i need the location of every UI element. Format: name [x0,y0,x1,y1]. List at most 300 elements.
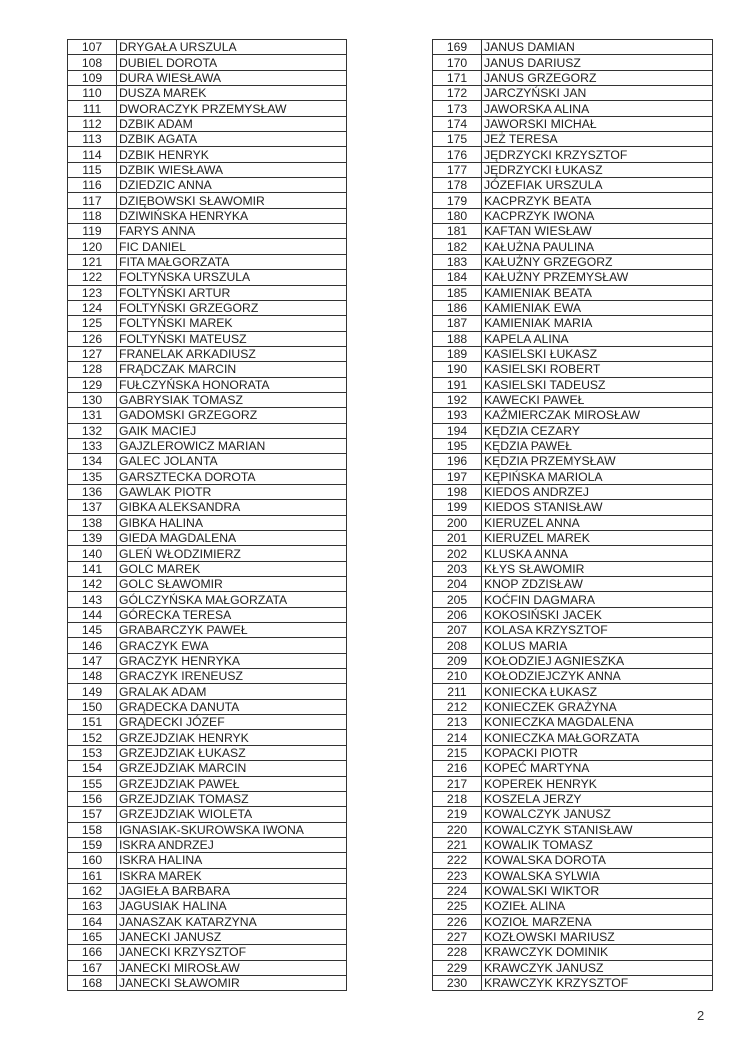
table-row [433,791,713,806]
table-row [433,316,713,331]
person-name: KOZIOŁ MARZENA [482,914,713,929]
row-number: 131 [68,408,117,423]
person-name: KRAWCZYK DOMINIK [482,945,713,960]
row-number: 138 [68,515,117,530]
row-number: 151 [68,715,117,730]
row-number: 188 [433,331,482,346]
table-row [68,254,347,269]
row-number: 204 [433,577,482,592]
person-name: GABRYSIAK TOMASZ [117,392,347,407]
table-row [433,116,713,131]
table-row [433,684,713,699]
table-row [433,776,713,791]
table-row [68,653,347,668]
row-number: 148 [68,669,117,684]
table-row [433,484,713,499]
row-number: 208 [433,638,482,653]
person-name: JANUS DARIUSZ [482,55,713,70]
table-row [433,270,713,285]
table-row [68,761,347,776]
table-row [68,577,347,592]
person-name: KLUSKA ANNA [482,546,713,561]
table-row [433,162,713,177]
row-number: 202 [433,546,482,561]
table-row [68,178,347,193]
row-number: 137 [68,500,117,515]
row-number: 135 [68,469,117,484]
table-row [433,86,713,101]
table-row [433,285,713,300]
person-name: GRACZYK IRENEUSZ [117,669,347,684]
person-name: FRĄDCZAK MARCIN [117,362,347,377]
table-row [68,132,347,147]
person-name: KOWALSKI WIKTOR [482,883,713,898]
table-row [68,546,347,561]
row-number: 128 [68,362,117,377]
table-row [68,592,347,607]
person-name: JAWORSKI MICHAŁ [482,116,713,131]
table-row [68,945,347,960]
row-number: 156 [68,791,117,806]
row-number: 220 [433,822,482,837]
person-name: FOLTYŃSKI MAREK [117,316,347,331]
row-number: 165 [68,929,117,944]
row-number: 143 [68,592,117,607]
row-number: 170 [433,55,482,70]
row-number: 192 [433,392,482,407]
person-name: KĘDZIA PAWEŁ [482,438,713,453]
table-row [433,807,713,822]
table-row [433,178,713,193]
row-number: 111 [68,101,117,116]
table-row [68,607,347,622]
table-row [433,208,713,223]
row-number: 127 [68,346,117,361]
table-row [433,638,713,653]
table-row [68,684,347,699]
person-name: KRAWCZYK JANUSZ [482,960,713,975]
table-row [68,285,347,300]
person-name: FOLTYŃSKI MATEUSZ [117,331,347,346]
person-name: KOWALSKA SYLWIA [482,868,713,883]
table-row [433,761,713,776]
table-row [433,929,713,944]
person-name: GIBKA ALEKSANDRA [117,500,347,515]
row-number: 211 [433,684,482,699]
person-name: GLEŃ WŁODZIMIERZ [117,546,347,561]
row-number: 196 [433,454,482,469]
row-number: 155 [68,776,117,791]
row-number: 181 [433,224,482,239]
person-name: FOLTYŃSKI GRZEGORZ [117,300,347,315]
row-number: 200 [433,515,482,530]
person-name: ISKRA HALINA [117,853,347,868]
row-number: 228 [433,945,482,960]
table-row [433,254,713,269]
person-name: FOLTYŃSKA URSZULA [117,270,347,285]
table-row [433,362,713,377]
person-name: GRĄDECKA DANUTA [117,699,347,714]
table-row [68,438,347,453]
row-number: 121 [68,254,117,269]
row-number: 213 [433,715,482,730]
row-number: 187 [433,316,482,331]
table-row [68,515,347,530]
person-name: KAMIENIAK BEATA [482,285,713,300]
row-number: 180 [433,208,482,223]
table-row [433,224,713,239]
table-row [68,101,347,116]
row-number: 161 [68,868,117,883]
row-number: 120 [68,239,117,254]
table-row [68,899,347,914]
person-name: KOPEREK HENRYK [482,776,713,791]
table-row [68,208,347,223]
person-name: KAŁUŻNY PRZEMYSŁAW [482,270,713,285]
row-number: 163 [68,899,117,914]
table-row [68,669,347,684]
table-row [68,70,347,85]
person-name: GRZEJDZIAK TOMASZ [117,791,347,806]
table-row [68,745,347,760]
row-number: 164 [68,914,117,929]
table-row [68,868,347,883]
person-name: KĘPIŃSKA MARIOLA [482,469,713,484]
row-number: 217 [433,776,482,791]
row-number: 113 [68,132,117,147]
person-name: GRACZYK HENRYKA [117,653,347,668]
person-name: JĘDRZYCKI KRZYSZTOF [482,147,713,162]
row-number: 209 [433,653,482,668]
person-name: ISKRA MAREK [117,868,347,883]
row-number: 107 [68,40,117,55]
table-row [68,40,347,55]
row-number: 210 [433,669,482,684]
person-name: FIC DANIEL [117,239,347,254]
person-name: KOWALSKA DOROTA [482,853,713,868]
table-row [433,715,713,730]
row-number: 150 [68,699,117,714]
table-row [68,408,347,423]
row-number: 223 [433,868,482,883]
row-number: 157 [68,807,117,822]
table-row [68,853,347,868]
row-number: 194 [433,423,482,438]
table-row [68,224,347,239]
table-row [433,853,713,868]
row-number: 198 [433,484,482,499]
table-row [68,715,347,730]
person-name: KAMIENIAK EWA [482,300,713,315]
row-number: 147 [68,653,117,668]
table-row [68,193,347,208]
row-number: 152 [68,730,117,745]
table-row [68,500,347,515]
table-row [68,55,347,70]
row-number: 171 [433,70,482,85]
row-number: 129 [68,377,117,392]
person-name: KONIECKA ŁUKASZ [482,684,713,699]
row-number: 176 [433,147,482,162]
table-row [68,469,347,484]
person-name: GIBKA HALINA [117,515,347,530]
person-name: GRĄDECKI JÓZEF [117,715,347,730]
row-number: 134 [68,454,117,469]
row-number: 189 [433,346,482,361]
table-row [68,300,347,315]
row-number: 130 [68,392,117,407]
table-row [68,331,347,346]
person-name: GADOMSKI GRZEGORZ [117,408,347,423]
table-row [68,484,347,499]
row-number: 169 [433,40,482,55]
person-name: GRABARCZYK PAWEŁ [117,623,347,638]
row-number: 175 [433,132,482,147]
table-row [433,454,713,469]
row-number: 115 [68,162,117,177]
person-name: KIEDOS ANDRZEJ [482,484,713,499]
person-name: GAWLAK PIOTR [117,484,347,499]
person-name: KOŁODZIEJCZYK ANNA [482,669,713,684]
row-number: 199 [433,500,482,515]
row-number: 205 [433,592,482,607]
table-row [433,408,713,423]
table-row [433,346,713,361]
row-number: 144 [68,607,117,622]
page-number: 2 [697,1008,705,1023]
person-name: GÓRECKA TERESA [117,607,347,622]
row-number: 117 [68,193,117,208]
person-name: KOPACKI PIOTR [482,745,713,760]
table-row [433,239,713,254]
name-list-body-left [68,40,347,991]
table-row [433,669,713,684]
table-row [68,86,347,101]
row-number: 179 [433,193,482,208]
person-name: GARSZTECKA DOROTA [117,469,347,484]
table-row [433,577,713,592]
row-number: 215 [433,745,482,760]
table-row [68,377,347,392]
person-name: KAŹMIERCZAK MIROSŁAW [482,408,713,423]
table-row [68,975,347,990]
person-name: JÓZEFIAK URSZULA [482,178,713,193]
table-row [68,147,347,162]
person-name: JANECKI MIROSŁAW [117,960,347,975]
person-name: JANUS DAMIAN [482,40,713,55]
row-number: 178 [433,178,482,193]
person-name: GAJZLEROWICZ MARIAN [117,438,347,453]
row-number: 190 [433,362,482,377]
person-name: KACPRZYK BEATA [482,193,713,208]
person-name: KONIECZKA MAŁGORZATA [482,730,713,745]
person-name: KIERUZEL MAREK [482,531,713,546]
row-number: 158 [68,822,117,837]
table-row [433,868,713,883]
row-number: 122 [68,270,117,285]
person-name: KIEDOS STANISŁAW [482,500,713,515]
person-name: FUŁCZYŃSKA HONORATA [117,377,347,392]
row-number: 193 [433,408,482,423]
table-row [433,423,713,438]
person-name: GÓLCZYŃSKA MAŁGORZATA [117,592,347,607]
person-name: DZBIK HENRYK [117,147,347,162]
person-name: DZBIK ADAM [117,116,347,131]
row-number: 112 [68,116,117,131]
table-row [433,699,713,714]
table-row [433,531,713,546]
person-name: GAIK MACIEJ [117,423,347,438]
row-number: 160 [68,853,117,868]
table-row [433,730,713,745]
table-row [433,101,713,116]
table-row [433,837,713,852]
person-name: GRZEJDZIAK ŁUKASZ [117,745,347,760]
row-number: 109 [68,70,117,85]
person-name: DZBIK WIESŁAWA [117,162,347,177]
table-row [433,392,713,407]
row-number: 118 [68,208,117,223]
row-number: 186 [433,300,482,315]
person-name: KIERUZEL ANNA [482,515,713,530]
person-name: JEŻ TERESA [482,132,713,147]
person-name: GRZEJDZIAK PAWEŁ [117,776,347,791]
table-row [433,899,713,914]
row-number: 146 [68,638,117,653]
table-row [68,239,347,254]
table-row [433,623,713,638]
table-row [433,561,713,576]
table-row [433,975,713,990]
table-row [433,960,713,975]
row-number: 123 [68,285,117,300]
row-number: 167 [68,960,117,975]
row-number: 153 [68,745,117,760]
person-name: KAWECKI PAWEŁ [482,392,713,407]
row-number: 145 [68,623,117,638]
row-number: 203 [433,561,482,576]
person-name: JANECKI JANUSZ [117,929,347,944]
table-row [68,561,347,576]
row-number: 132 [68,423,117,438]
row-number: 174 [433,116,482,131]
row-number: 162 [68,883,117,898]
row-number: 114 [68,147,117,162]
person-name: KAFTAN WIESŁAW [482,224,713,239]
row-number: 229 [433,960,482,975]
person-name: KNOP ZDZISŁAW [482,577,713,592]
table-row [68,392,347,407]
person-name: JARCZYŃSKI JAN [482,86,713,101]
row-number: 125 [68,316,117,331]
table-row [68,776,347,791]
row-number: 206 [433,607,482,622]
row-number: 149 [68,684,117,699]
table-row [68,423,347,438]
person-name: KRAWCZYK KRZYSZTOF [482,975,713,990]
person-name: DZIEDZIC ANNA [117,178,347,193]
row-number: 185 [433,285,482,300]
name-list-table-right [432,39,713,991]
person-name: DURA WIESŁAWA [117,70,347,85]
table-row [433,469,713,484]
person-name: FARYS ANNA [117,224,347,239]
table-row [433,132,713,147]
table-row [433,607,713,622]
person-name: KOLUS MARIA [482,638,713,653]
person-name: GRZEJDZIAK MARCIN [117,761,347,776]
table-row [68,623,347,638]
row-number: 230 [433,975,482,990]
person-name: KONIECZEK GRAŻYNA [482,699,713,714]
table-row [68,822,347,837]
person-name: GOLC MAREK [117,561,347,576]
table-row [68,837,347,852]
row-number: 214 [433,730,482,745]
table-row [433,945,713,960]
row-number: 225 [433,899,482,914]
person-name: IGNASIAK-SKUROWSKA IWONA [117,822,347,837]
person-name: DWORACZYK PRZEMYSŁAW [117,101,347,116]
row-number: 224 [433,883,482,898]
person-name: KOĆFIN DAGMARA [482,592,713,607]
person-name: KĘDZIA CEZARY [482,423,713,438]
row-number: 154 [68,761,117,776]
row-number: 191 [433,377,482,392]
table-row [433,40,713,55]
row-number: 177 [433,162,482,177]
person-name: KAMIENIAK MARIA [482,316,713,331]
table-row [433,55,713,70]
row-number: 172 [433,86,482,101]
name-list-body-right [433,40,713,991]
row-number: 159 [68,837,117,852]
row-number: 126 [68,331,117,346]
table-row [433,745,713,760]
table-row [433,331,713,346]
row-number: 166 [68,945,117,960]
person-name: KACPRZYK IWONA [482,208,713,223]
person-name: KOPEĆ MARTYNA [482,761,713,776]
person-name: FOLTYŃSKI ARTUR [117,285,347,300]
person-name: KOZIEŁ ALINA [482,899,713,914]
person-name: KAPELA ALINA [482,331,713,346]
person-name: FRANELAK ARKADIUSZ [117,346,347,361]
person-name: DZIĘBOWSKI SŁAWOMIR [117,193,347,208]
row-number: 216 [433,761,482,776]
table-row [68,914,347,929]
row-number: 218 [433,791,482,806]
row-number: 197 [433,469,482,484]
person-name: JANECKI KRZYSZTOF [117,945,347,960]
person-name: KAŁUŻNY GRZEGORZ [482,254,713,269]
row-number: 227 [433,929,482,944]
row-number: 222 [433,853,482,868]
person-name: ISKRA ANDRZEJ [117,837,347,852]
person-name: DZIWIŃSKA HENRYKA [117,208,347,223]
person-name: KASIELSKI ROBERT [482,362,713,377]
person-name: FITA MAŁGORZATA [117,254,347,269]
row-number: 201 [433,531,482,546]
table-row [433,500,713,515]
person-name: JAGUSIAK HALINA [117,899,347,914]
table-row [68,638,347,653]
table-row [433,914,713,929]
row-number: 116 [68,178,117,193]
table-row [68,270,347,285]
table-row [433,438,713,453]
person-name: KOKOSIŃSKI JACEK [482,607,713,622]
